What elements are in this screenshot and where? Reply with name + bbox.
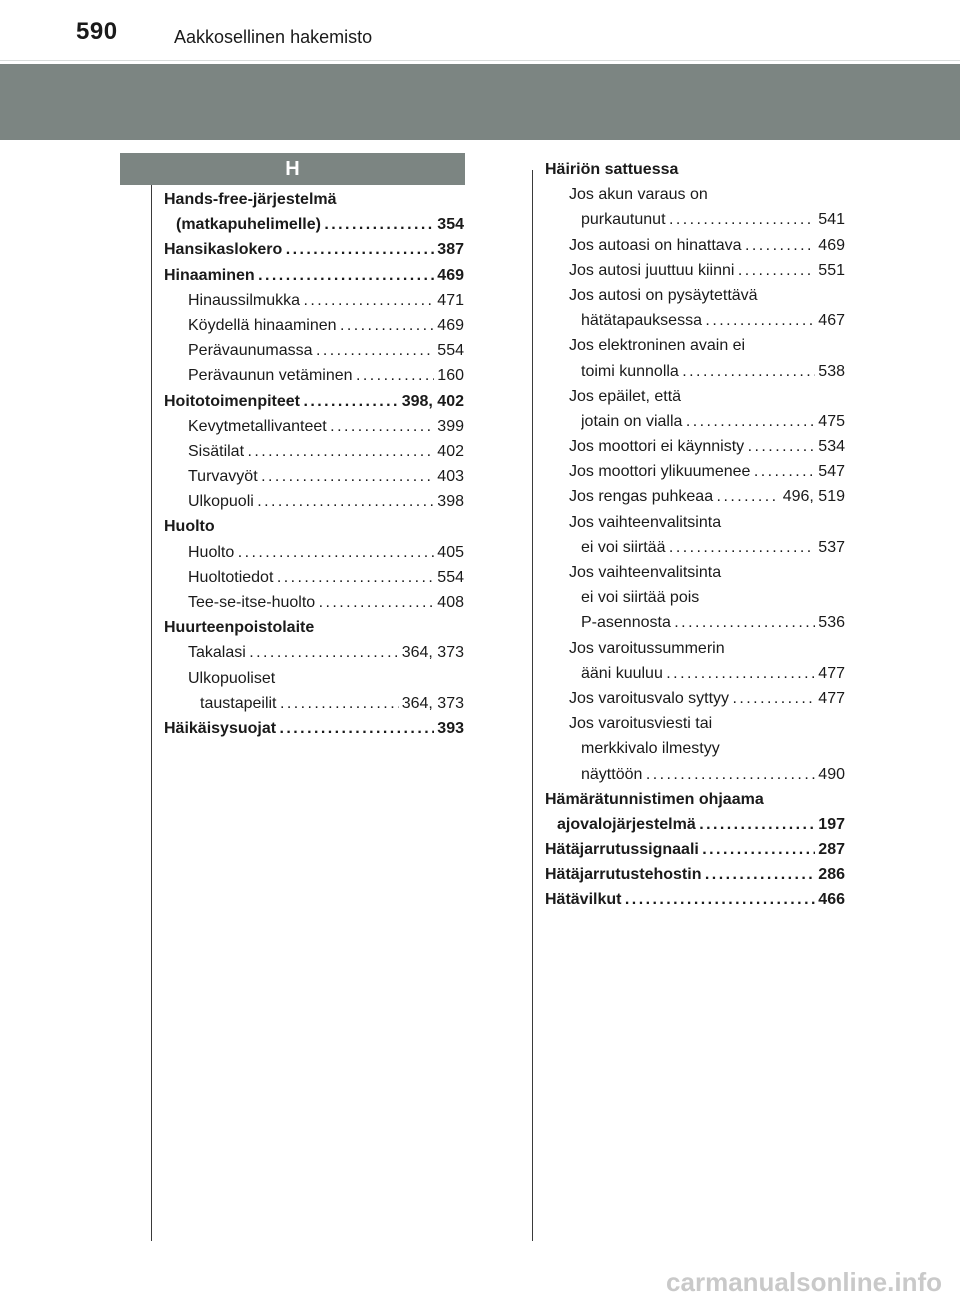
index-entry <box>545 585 845 610</box>
index-entry-page: 466 <box>815 887 845 912</box>
index-entry <box>545 157 845 182</box>
index-entry-page: 536 <box>815 610 845 635</box>
index-entry <box>164 212 464 237</box>
index-entry-page: 287 <box>815 837 845 862</box>
index-entry-page: 537 <box>815 535 845 560</box>
index-entry-term: Jos akun varaus on <box>569 186 708 204</box>
header-band <box>0 64 960 140</box>
index-entry <box>164 338 464 363</box>
index-entry-term: Huolto <box>164 518 215 536</box>
index-entry <box>164 565 464 590</box>
index-entry-page: 197 <box>815 812 845 837</box>
index-entry-page: 160 <box>434 363 464 388</box>
page-title: Aakkosellinen hakemisto <box>174 27 373 47</box>
index-entry-term: Jos epäilet, että <box>569 387 682 405</box>
index-entry <box>545 686 845 711</box>
index-entry <box>545 711 845 736</box>
index-entry <box>545 459 845 484</box>
index-entry <box>545 535 845 560</box>
index-column-right <box>545 157 845 913</box>
index-entry-page: 354 <box>434 212 464 237</box>
index-entry-term: Jos moottori ei käynnisty <box>569 438 745 456</box>
index-entry <box>545 560 845 585</box>
index-entry-page: 408 <box>434 590 464 615</box>
index-entry <box>164 666 464 691</box>
index-entry-page: 467 <box>815 308 845 333</box>
index-entry-term: Hands-free-järjestelmä <box>164 191 337 208</box>
index-entry-term: Jos autosi on pysäytettävä <box>569 286 758 304</box>
index-entry <box>545 384 845 409</box>
index-entry <box>164 514 464 539</box>
index-entry-term: Hätäjarrutussignaali <box>545 841 699 859</box>
index-entry <box>545 862 845 887</box>
index-entry <box>545 787 845 812</box>
index-entry-page: 551 <box>815 258 845 283</box>
index-entry-page: 364, 373 <box>399 691 464 716</box>
index-entry <box>164 615 464 640</box>
index-entry-term: Jos vaihteenvalitsinta <box>569 513 722 531</box>
index-entry-page: 399 <box>434 414 464 439</box>
index-entry-page: 387 <box>434 237 464 262</box>
index-entry <box>545 283 845 308</box>
index-entry <box>545 636 845 661</box>
index-entry-term: Perävaunumassa <box>188 342 313 360</box>
index-entry-term: Häiriön sattuessa <box>545 161 679 178</box>
index-entry <box>164 640 464 665</box>
index-entry <box>164 389 464 414</box>
index-entry-term: jotain on vialla <box>581 412 683 430</box>
index-entry-page: 469 <box>434 313 464 338</box>
index-entry-page: 554 <box>434 565 464 590</box>
watermark: carmanualsonline.info <box>666 1267 942 1297</box>
index-entry-term: Kevytmetallivanteet <box>188 417 327 435</box>
index-entry <box>545 812 845 837</box>
index-entry <box>164 288 464 313</box>
index-entry <box>545 484 845 509</box>
index-entry-page: 554 <box>434 338 464 363</box>
index-entry-page: 547 <box>815 459 845 484</box>
index-entry <box>164 590 464 615</box>
index-entry-page: 469 <box>434 263 464 288</box>
index-entry <box>164 439 464 464</box>
index-entry-term: ajovalojärjestelmä <box>557 815 696 833</box>
index-entry-term: Huurteenpoistolaite <box>164 619 315 637</box>
page-header <box>0 0 960 61</box>
index-entry <box>164 363 464 388</box>
index-entry-page: 398, 402 <box>399 389 464 414</box>
index-entry-term: Häikäisysuojat <box>164 719 277 737</box>
index-entry-term: Jos vaihteenvalitsinta <box>569 564 722 581</box>
index-entry-page: 534 <box>815 434 845 459</box>
index-entry <box>164 464 464 489</box>
index-entry-term: Jos rengas puhkeaa <box>569 488 714 506</box>
index-entry <box>545 233 845 258</box>
index-entry-term: Jos autoasi on hinattava <box>569 236 742 254</box>
index-entry-term: Ulkopuoli <box>188 493 254 511</box>
index-entry-page: 538 <box>815 359 845 384</box>
index-entry-term: Jos moottori ylikuumenee <box>569 463 751 481</box>
index-entry <box>164 237 464 262</box>
index-entry-term: Hätäjarrutustehostin <box>545 866 702 884</box>
index-entry-term: Hansikaslokero <box>164 241 283 259</box>
index-entry-page: 402 <box>434 439 464 464</box>
index-entry-term: Jos autosi juuttuu kiinni <box>569 261 735 279</box>
section-letter-header: H <box>120 153 465 185</box>
index-entry-term: merkkivalo ilmestyy <box>581 740 720 758</box>
index-entry-term: Hinaussilmukka <box>188 291 301 309</box>
index-entry <box>545 661 845 686</box>
index-entry-page: 490 <box>815 762 845 787</box>
index-entry-term: purkautunut <box>581 211 666 229</box>
index-entry <box>545 258 845 283</box>
index-entry <box>545 182 845 207</box>
index-entry-term: ei voi siirtää pois <box>581 589 700 607</box>
index-entry <box>545 736 845 761</box>
index-entry <box>545 333 845 358</box>
index-entry <box>545 762 845 787</box>
index-entry-page: 475 <box>815 409 845 434</box>
index-entry-term: toimi kunnolla <box>581 362 679 380</box>
index-entry <box>164 691 464 716</box>
index-entry-page: 286 <box>815 862 845 887</box>
right-column-rule <box>532 170 533 1241</box>
index-entry-term: Perävaunun vetäminen <box>188 367 353 385</box>
index-entry-term: ei voi siirtää <box>581 538 666 556</box>
index-entry-term: Jos varoitusviesti tai <box>569 715 713 733</box>
index-entry <box>545 308 845 333</box>
index-entry <box>164 540 464 565</box>
index-entry-term: näyttöön <box>581 765 643 783</box>
index-entry <box>545 359 845 384</box>
index-entry-term: Hinaaminen <box>164 266 255 284</box>
index-entry-term: Jos elektroninen avain ei <box>569 337 746 355</box>
index-entry-term: Takalasi <box>188 644 246 662</box>
index-entry <box>545 207 845 232</box>
page-number: 590 <box>76 18 118 45</box>
index-entry-page: 403 <box>434 464 464 489</box>
index-entry <box>545 610 845 635</box>
index-entry-page: 393 <box>434 716 464 741</box>
index-entry-term: P-asennosta <box>581 614 671 632</box>
index-entry <box>164 716 464 741</box>
index-entry-term: Jos varoitusvalo syttyy <box>569 689 730 707</box>
index-entry <box>164 414 464 439</box>
index-entry <box>545 837 845 862</box>
index-entry-page: 405 <box>434 540 464 565</box>
index-entry-term: Jos varoitussummerin <box>569 639 725 657</box>
index-entry-page: 477 <box>815 686 845 711</box>
index-entry-term: Tee-se-itse-huolto <box>188 594 316 611</box>
index-entry <box>164 489 464 514</box>
index-entry-term: Hätävilkut <box>545 891 622 909</box>
index-entry <box>164 263 464 288</box>
index-entry <box>545 510 845 535</box>
index-entry-page: 469 <box>815 233 845 258</box>
index-entry-term: taustapeilit <box>200 694 277 712</box>
index-entry <box>545 409 845 434</box>
index-entry <box>164 187 464 212</box>
index-entry-term: Sisätilat <box>188 442 245 460</box>
index-entry-page: 477 <box>815 661 845 686</box>
index-column-left <box>164 187 464 741</box>
index-entry-page: 496, 519 <box>780 484 845 509</box>
index-entry <box>545 887 845 912</box>
index-entry-page: 364, 373 <box>399 640 464 665</box>
left-column-rule <box>151 185 152 1241</box>
index-entry-term: (matkapuhelimelle) <box>176 216 321 234</box>
index-entry-term: Hoitotoimenpiteet <box>164 392 300 410</box>
index-entry-page: 398 <box>434 489 464 514</box>
index-entry <box>164 313 464 338</box>
index-entry <box>545 434 845 459</box>
index-entry-term: Ulkopuoliset <box>188 669 276 687</box>
index-entry-page: 541 <box>815 207 845 232</box>
index-entry-term: Huoltotiedot <box>188 568 274 586</box>
index-entry-term: ääni kuuluu <box>581 664 663 682</box>
index-entry-term: Hämärätunnistimen ohjaama <box>545 790 764 808</box>
index-entry-page: 471 <box>434 288 464 313</box>
index-entry-term: Köydellä hinaaminen <box>188 316 337 334</box>
index-entry-term: Turvavyöt <box>188 468 258 486</box>
index-entry-term: Huolto <box>188 543 235 561</box>
index-entry-term: hätätapauksessa <box>581 312 702 330</box>
